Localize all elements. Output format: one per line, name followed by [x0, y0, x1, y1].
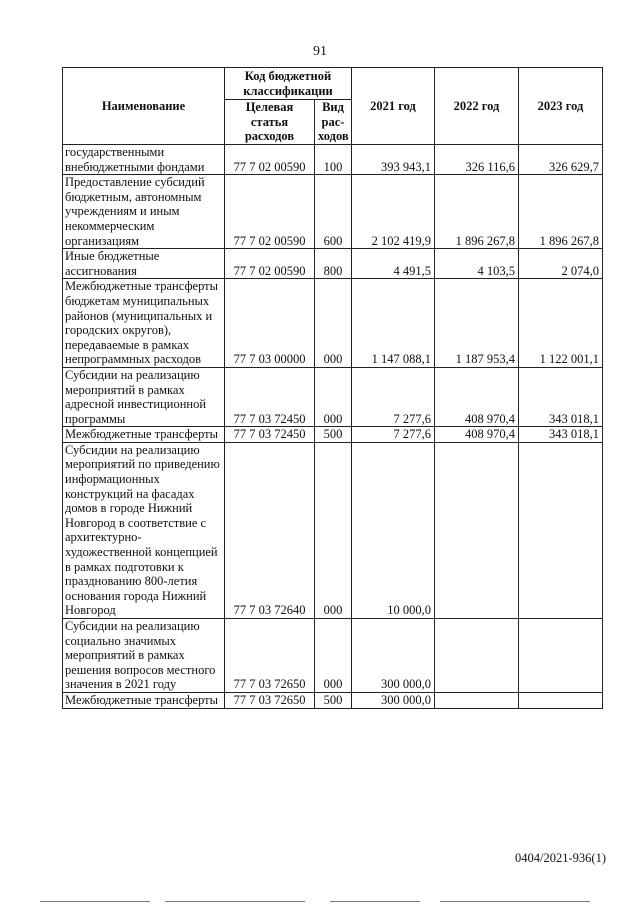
row-2022: 408 970,4: [435, 367, 519, 426]
row-2023: 326 629,7: [519, 145, 603, 175]
budget-table: [62, 67, 603, 709]
row-2022: [435, 692, 519, 708]
table-row: [63, 175, 603, 249]
table-row: [63, 367, 603, 426]
row-name: Субсидии на реализацию социально значимых мероприятий в рамках решения вопросов местного значения в 2021 году: [63, 619, 225, 693]
header-year-2021: 2021 год: [352, 68, 435, 145]
row-2021: 10 000,0: [352, 442, 435, 618]
header-year-2023: 2023 год: [519, 68, 603, 145]
row-2022: 1 187 953,4: [435, 279, 519, 368]
table-header: [63, 68, 603, 145]
row-2022: 326 116,6: [435, 145, 519, 175]
row-2023: 343 018,1: [519, 427, 603, 443]
row-vid: 000: [315, 619, 352, 693]
table-row: [63, 145, 603, 175]
row-code: 77 7 03 72640: [225, 442, 315, 618]
row-name: Субсидии на реализацию мероприятий по приведению информационных конструкций на фасадах домов в городе Нижний Новгород в соответствие с архитектурно-художественной концепцией в рамках подготовки к празднованию 800-летия основания города Нижний Новгород: [63, 442, 225, 618]
row-name: Межбюджетные трансферты бюджетам муниципальных районов (муниципальных и городских округов), передаваемые в рамках непрограммных расходов: [63, 279, 225, 368]
row-2023: 1 896 267,8: [519, 175, 603, 249]
header-year-2022: 2022 год: [435, 68, 519, 145]
row-2022: [435, 442, 519, 618]
header-target-article: Целевая статья расходов: [225, 100, 315, 145]
header-budget-code-group: Код бюджетной классификации: [225, 68, 352, 100]
row-2023: 2 074,0: [519, 249, 603, 279]
row-2023: [519, 692, 603, 708]
row-code: 77 7 03 72650: [225, 692, 315, 708]
row-2022: [435, 619, 519, 693]
row-code: 77 7 03 72650: [225, 619, 315, 693]
scan-artifact-line: [440, 901, 590, 902]
row-name: Межбюджетные трансферты: [63, 427, 225, 443]
row-code: 77 7 02 00590: [225, 249, 315, 279]
row-vid: 000: [315, 279, 352, 368]
row-vid: 000: [315, 442, 352, 618]
scan-artifact-line: [165, 901, 305, 902]
row-2021: 2 102 419,9: [352, 175, 435, 249]
row-vid: 500: [315, 692, 352, 708]
table-row: [63, 249, 603, 279]
row-name: Иные бюджетные ассигнования: [63, 249, 225, 279]
row-code: 77 7 02 00590: [225, 175, 315, 249]
row-code: 77 7 02 00590: [225, 145, 315, 175]
row-name: Межбюджетные трансферты: [63, 692, 225, 708]
row-name: Предоставление субсидий бюджетным, автономным учреждениям и иным некоммерческим организациям: [63, 175, 225, 249]
row-2022: 4 103,5: [435, 249, 519, 279]
row-2021: 1 147 088,1: [352, 279, 435, 368]
row-2023: [519, 442, 603, 618]
row-2021: 300 000,0: [352, 692, 435, 708]
row-name: Субсидии на реализацию мероприятий в рамках адресной инвестиционной программы: [63, 367, 225, 426]
row-2023: 1 122 001,1: [519, 279, 603, 368]
table-row: [63, 619, 603, 693]
scan-artifact-line: [330, 901, 420, 902]
row-vid: 800: [315, 249, 352, 279]
row-2021: 393 943,1: [352, 145, 435, 175]
row-vid: 100: [315, 145, 352, 175]
row-vid: 000: [315, 367, 352, 426]
row-2022: 408 970,4: [435, 427, 519, 443]
row-name: государственными внебюджетными фондами: [63, 145, 225, 175]
row-2023: [519, 619, 603, 693]
row-code: 77 7 03 72450: [225, 427, 315, 443]
row-code: 77 7 03 00000: [225, 279, 315, 368]
row-vid: 500: [315, 427, 352, 443]
table-row: [63, 442, 603, 618]
row-2021: 7 277,6: [352, 367, 435, 426]
header-name: Наименование: [63, 68, 225, 145]
row-2023: 343 018,1: [519, 367, 603, 426]
table-row: [63, 427, 603, 443]
row-2021: 300 000,0: [352, 619, 435, 693]
table-row: [63, 279, 603, 368]
row-2021: 4 491,5: [352, 249, 435, 279]
document-code: 0404/2021-936(1): [515, 851, 606, 865]
row-2021: 7 277,6: [352, 427, 435, 443]
header-expense-type: Вид рас-ходов: [315, 100, 352, 145]
row-2022: 1 896 267,8: [435, 175, 519, 249]
row-code: 77 7 03 72450: [225, 367, 315, 426]
table-row: [63, 692, 603, 708]
page-number: 91: [313, 44, 327, 59]
row-vid: 600: [315, 175, 352, 249]
scan-artifact-line: [40, 901, 150, 902]
